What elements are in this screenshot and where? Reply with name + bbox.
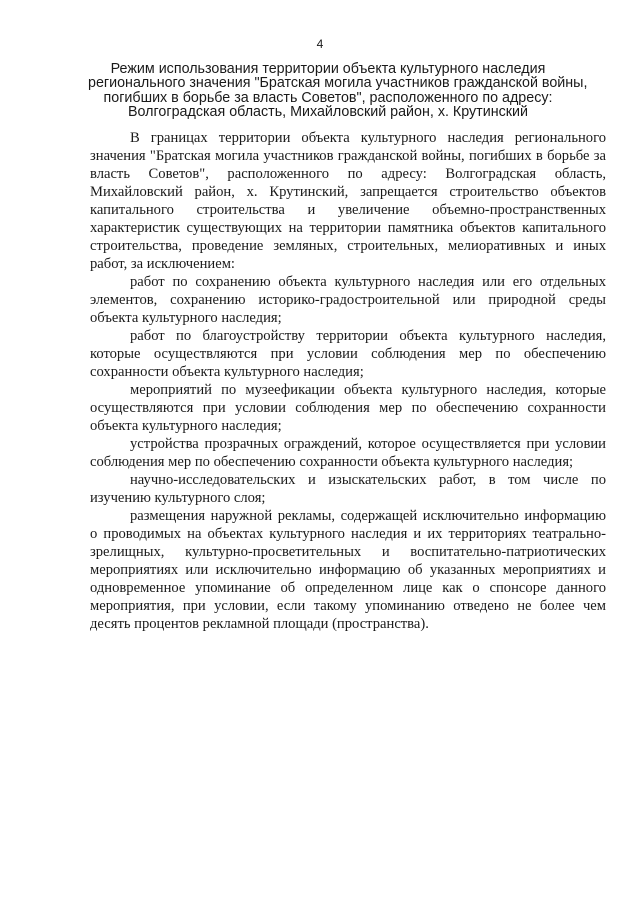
body-paragraph-item: размещения наружной рекламы, содержащей исключительно информацию о проводимых на объектах культурного наследия и их территориях театрально-зрелищных, культурно-просветительных и воспитательно-патриотических мероприятиях или исключительно информацию об указанных мероприятиях и одновременное упоминание об определенном лице как о спонсоре данного мероприятия, при условии, если такому упоминанию отведено не более чем десять процентов рекламной площади (пространства). (90, 508, 606, 632)
body-paragraph-item: мероприятий по музеефикации объекта культурного наследия, которые осуществляются при условии соблюдения мер по обеспечению сохранности объекта культурного наследия; (90, 382, 606, 434)
body-paragraph-item: устройства прозрачных ограждений, которое осуществляется при условии соблюдения мер по обеспечению сохранности объекта культурного наследия; (90, 436, 606, 470)
title-line: Режим использования территории объекта культурного наследия (110, 61, 546, 77)
body-paragraph-item: научно-исследовательских и изыскательских работ, в том числе по изучению культурного слоя; (90, 472, 606, 506)
title-line: Волгоградская область, Михайловский район, х. Крутинский (128, 103, 528, 120)
page-number: 4 (316, 37, 324, 51)
title-line: регионального значения "Братская могила участников гражданской войны, (88, 75, 588, 92)
body-paragraph-item: работ по благоустройству территории объекта культурного наследия, которые осуществляются при условии соблюдения мер по обеспечению сохранности объекта культурного наследия; (90, 328, 606, 380)
document-body (90, 129, 606, 633)
document-title (88, 61, 588, 120)
body-paragraph-intro: В границах территории объекта культурного наследия регионального значения "Братская могила участников гражданской войны, погибших в борьбе за власть Советов", расположенного по адресу: Волгоградская область, Михайловский район, х. Крутинский, запрещается строительство объектов капитального строительства и увеличение объемно-пространственных характеристик существующих на территории памятника объектов капитального строительства, проведение земляных, строительных, мелиоративных и иных работ, за исключением: (90, 130, 606, 272)
body-paragraph-item: работ по сохранению объекта культурного наследия или его отдельных элементов, сохранению историко-градостроительной или природной среды объекта культурного наследия; (90, 274, 606, 326)
title-line: погибших в борьбе за власть Советов", расположенного по адресу: (103, 89, 553, 106)
